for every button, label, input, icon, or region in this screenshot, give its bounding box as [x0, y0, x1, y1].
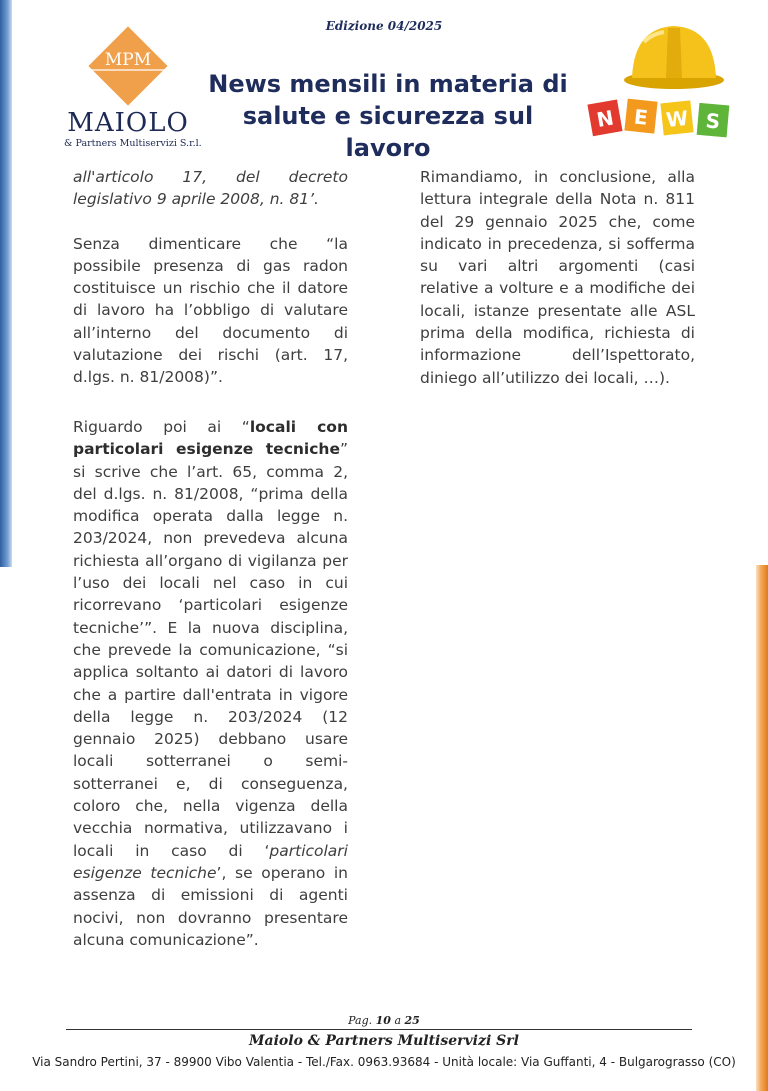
left-paragraph-1: all'articolo 17, del decreto legislativo 9 aprile 2008, n. 81’. — [73, 168, 348, 209]
news-letter-e: E — [632, 104, 649, 130]
logo-monogram: MPM — [104, 50, 152, 70]
left-decorative-bar — [0, 0, 12, 567]
news-letter-s: S — [704, 108, 722, 134]
left-column — [73, 166, 348, 949]
title-line-1: News mensili in materia di — [208, 70, 568, 98]
left-paragraph-3: Riguardo poi ai “locali con particolari esigenze tecniche” si scrive che l’art. 65, comma 2, del d.lgs. n. 81/2008, “prima della modifica operata dalla legge n. 203/2024, non prevedeva alcuna richiesta all’organo di vigilanza per l’uso dei locali nel caso in cui ricorrevano ‘particolari esigenze tecniche’”. E la nuova disciplina, che prevede la comunicazione, “si applica soltanto ai datori di lavoro che a partire dall'entrata in vigore della legge n. 203/2024 (12 gennaio 2025) debbano usare locali sotterranei o semi-sotterranei e, di conseguenza, coloro che, nella vigenza della vecchia normativa, utilizzavano i locali in caso di ‘particolari esigenze tecniche’, se operano in assenza di emissioni di agenti nocivi, non dovranno presentare alcuna comunicazione”. — [73, 418, 348, 949]
footer-company: Maiolo & Partners Multiservizi Srl — [249, 1033, 519, 1049]
title-line-2: salute e sicurezza sul lavoro — [242, 102, 534, 162]
edition-label: Edizione 04/2025 — [325, 19, 443, 33]
company-logo — [58, 22, 202, 152]
right-column — [420, 166, 695, 389]
news-letter-w: W — [664, 105, 690, 132]
logo-subtitle: & Partners Multiservizi S.r.l. — [64, 138, 202, 149]
right-paragraph-1: Rimandiamo, in conclusione, alla lettura integrale della Nota n. 811 del 29 gennaio 2025 che, come indicato in precedenza, si sofferma su vari altri argomenti (casi relative a volture e a modifiche dei locali, istanze presentate alle ASL prima della modifica, richiesta di informazione dell’Ispettorato, diniego all’utilizzo dei locali, …). — [420, 168, 695, 387]
page-title — [200, 68, 576, 164]
right-decorative-bar — [756, 565, 768, 1091]
logo-name: MAIOLO — [67, 108, 189, 138]
logo-diamond-icon — [86, 24, 170, 108]
footer-divider — [66, 1029, 692, 1030]
footer-address: Via Sandro Pertini, 37 - 89900 Vibo Valentia - Tel./Fax. 0963.93684 - Unità locale: Via Guffanti, 4 - Bulgarograsso (CO) — [32, 1055, 736, 1069]
news-blocks-icon — [587, 99, 729, 138]
left-paragraph-2: Senza dimenticare che “la possibile presenza di gas radon costituisce un rischio che il datore di lavoro ha l’obbligo di valutare all’interno del documento di valutazione dei rischi (art. 17, d.lgs. n. 81/2008)”. — [73, 234, 348, 387]
news-helmet-illustration — [582, 18, 742, 153]
news-letter-n: N — [594, 105, 616, 133]
page-number: Pag. 10 a 25 — [348, 1014, 420, 1027]
